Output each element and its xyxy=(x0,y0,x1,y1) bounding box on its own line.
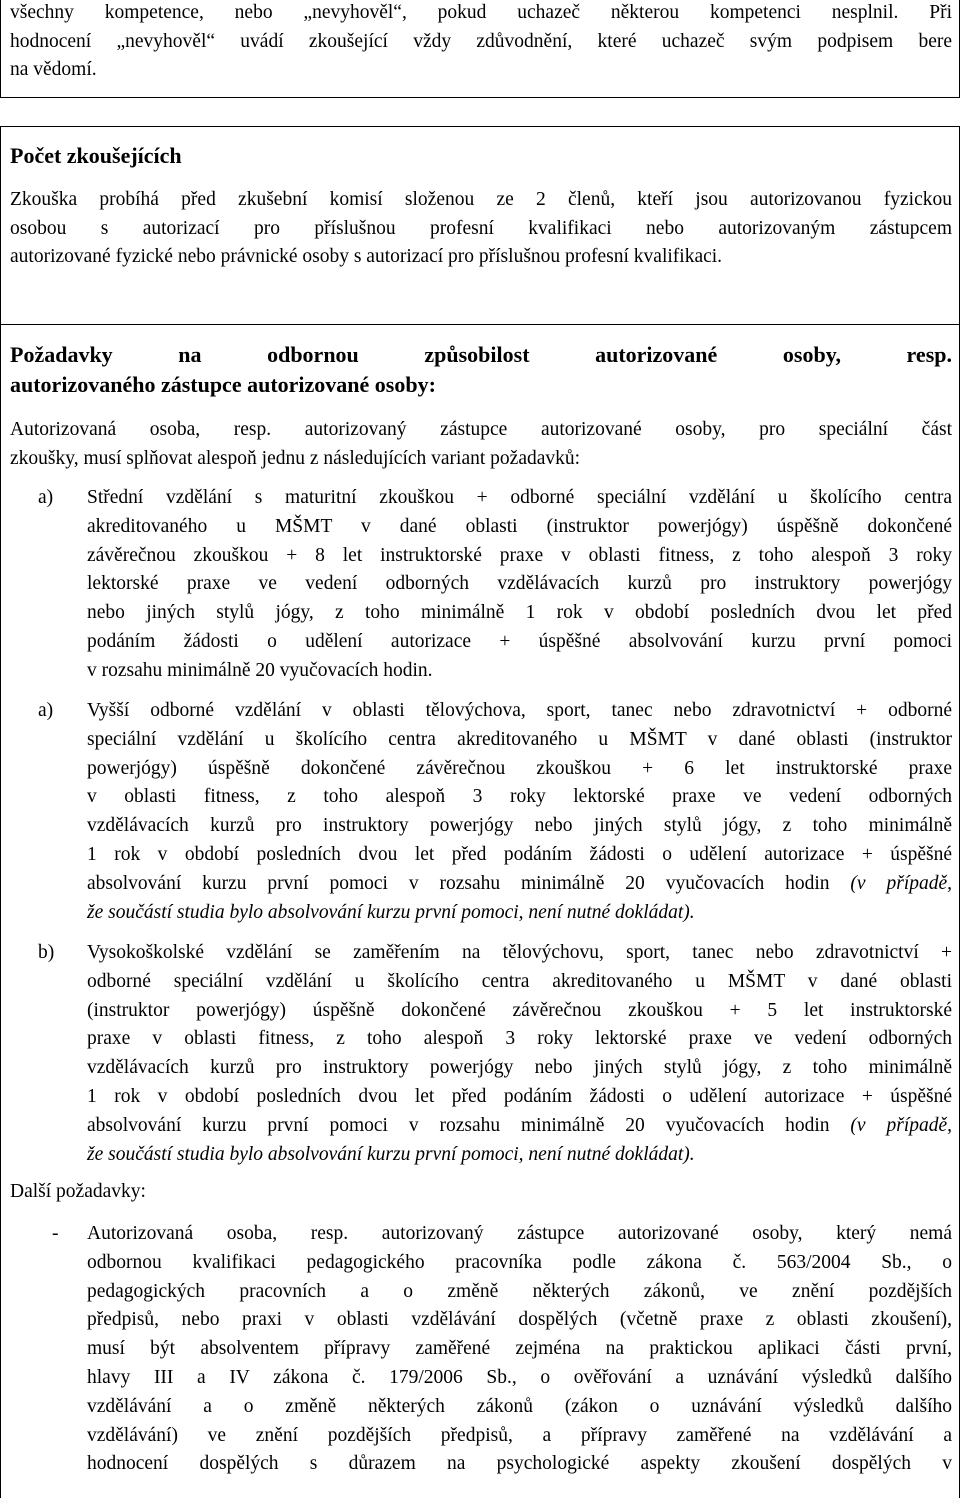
item-italic-line: že součástí studia bylo absolvování kurzu první pomoci, není nutné dokládat). xyxy=(87,1143,695,1165)
item-line: Autorizovaná osoba, resp. autorizovaný zástupce autorizované osoby, který nemá xyxy=(87,1223,952,1244)
paragraph-line: zkoušky, musí splňovat alespoň jednu z následujících variant požadavků: xyxy=(10,447,581,469)
item-text: absolvování kurzu první pomoci v rozsahu minimálně 20 vyučovacích hodin xyxy=(87,872,830,894)
item-line: (instruktor powerjógy) úspěšně dokončené závěrečnou zkouškou + 5 let instruktorské xyxy=(87,999,952,1021)
other-requirements-label: Další požadavky: xyxy=(10,1181,146,1202)
item-line: nebo jiných stylů jógy, z toho minimálně 1 rok v období posledních dvou let před xyxy=(87,602,952,624)
item-line: 1 rok v období posledních dvou let před podáním žádosti o udělení autorizace + úspěšné xyxy=(87,843,952,865)
item-line: Střední vzdělání s maturitní zkouškou + odborné speciální vzdělání u školícího centra xyxy=(87,487,952,508)
item-line: Vyšší odborné vzdělání v oblasti tělovýchova, sport, tanec nebo zdravotnictví + odborné xyxy=(87,700,952,721)
bullet-marker: - xyxy=(52,1223,59,1244)
list-item xyxy=(10,484,952,689)
list-item xyxy=(10,697,952,932)
item-italic-note: (v případě, xyxy=(829,872,953,894)
paragraph-line: Autorizovaná osoba, resp. autorizovaný zástupce autorizované osoby, pro speciální část xyxy=(10,419,952,440)
item-text: absolvování kurzu první pomoci v rozsahu minimálně 20 vyučovacích hodin xyxy=(87,1114,830,1136)
item-line: speciální vzdělání u školícího centra akreditovaného u MŠMT v dané oblasti (instruktor xyxy=(87,728,952,750)
item-line: akreditovaného u MŠMT v dané oblasti (instruktor powerjógy) úspěšně dokončené xyxy=(87,515,952,537)
item-italic-note: (v případě, xyxy=(829,1114,953,1136)
heading-line: autorizovaného zástupce autorizované osoby: xyxy=(10,372,436,397)
item-line: musí být absolventem přípravy zaměřené zejména na praktickou aplikaci části první, xyxy=(87,1338,952,1360)
paragraph-line: osobou s autorizací pro příslušnou profesní kvalifikaci nebo autorizovaným zástupcem xyxy=(10,217,952,239)
item-line: vzdělávání) ve znění pozdějších předpisů, a přípravy zaměřené na vzdělávání a xyxy=(87,1424,952,1446)
examiners-paragraph xyxy=(10,186,952,272)
item-line: závěrečnou zkouškou + 8 let instruktorské praxe v oblasti fitness, z toho alespoň 3 roky xyxy=(87,544,952,566)
item-line: vzdělávacích kurzů pro instruktory powerjógy nebo jiných stylů jógy, z toho minimálně xyxy=(87,1057,952,1079)
item-line: pedagogických pracovních a o změně některých zákonů, ve znění pozdějších xyxy=(87,1280,952,1302)
item-line: hodnocení dospělých s důrazem na psychologické aspekty zkoušení dospělých v xyxy=(87,1453,952,1475)
item-line: lektorské praxe ve vedení odborných vzdělávacích kurzů pro instruktory powerjógy xyxy=(87,573,952,595)
item-line: předpisů, nebo praxi v oblasti vzdělávání dospělých (včetně praxe z oblasti zkoušení), xyxy=(87,1309,952,1331)
item-line xyxy=(87,870,952,899)
evaluation-paragraph xyxy=(10,0,952,85)
item-line: vzdělávacích kurzů pro instruktory powerjógy nebo jiných stylů jógy, z toho minimálně xyxy=(87,815,952,837)
qualification-intro xyxy=(10,416,952,473)
paragraph-line: všechny kompetence, nebo „nevyhověl“, pokud uchazeč některou kompetenci nesplnil. Při xyxy=(10,2,952,23)
item-line: v oblasti fitness, z toho alespoň 3 roky lektorské praxe ve vedení odborných xyxy=(87,786,952,808)
item-line: Vysokoškolské vzdělání se zaměřením na tělovýchovu, sport, tanec nebo zdravotnictví + xyxy=(87,942,952,963)
section-heading-examiners: Počet zkoušejících xyxy=(10,143,182,168)
paragraph-line: Zkouška probíhá před zkušební komisí složenou ze 2 členů, kteří jsou autorizovanou fyzickou xyxy=(10,189,952,210)
item-line xyxy=(87,1112,952,1141)
paragraph-line: hodnocení „nevyhověl“ uvádí zkoušející vždy zdůvodnění, které uchazeč svým podpisem bere xyxy=(10,30,952,52)
item-line: hlavy III a IV zákona č. 179/2006 Sb., o ověřování a uznávání výsledků dalšího xyxy=(87,1366,952,1388)
item-line: 1 rok v období posledních dvou let před podáním žádosti o udělení autorizace + úspěšné xyxy=(87,1085,952,1107)
item-line: praxe v oblasti fitness, z toho alespoň 3 roky lektorské praxe ve vedení odborných xyxy=(87,1028,952,1050)
item-line: odbornou kvalifikaci pedagogického pracovníka podle zákona č. 563/2004 Sb., o xyxy=(87,1251,952,1273)
bullet-item xyxy=(10,1220,952,1482)
section-heading-qualification xyxy=(10,340,952,400)
paragraph-line: na vědomí. xyxy=(10,59,97,81)
item-line: odborné speciální vzdělání u školícího centra akreditovaného u MŠMT v dané oblasti xyxy=(87,970,952,992)
item-italic-line: že součástí studia bylo absolvování kurzu první pomoci, není nutné dokládat). xyxy=(87,901,695,923)
item-line: podáním žádosti o udělení autorizace + úspěšné absolvování kurzu první pomoci xyxy=(87,630,952,652)
list-marker: a) xyxy=(38,700,54,721)
list-marker: b) xyxy=(38,942,55,963)
list-marker: a) xyxy=(38,487,54,508)
list-item xyxy=(10,939,952,1174)
paragraph-line: autorizované fyzické nebo právnické osoby s autorizací pro příslušnou profesní kvalifikaci. xyxy=(10,246,723,268)
item-line: powerjógy) úspěšně dokončené závěrečnou zkouškou + 6 let instruktorské praxe xyxy=(87,757,952,779)
heading-line: Požadavky na odbornou způsobilost autorizované osoby, resp. xyxy=(10,342,952,367)
item-line: vzdělávání a o změně některých zákonů (zákon o uznávání výsledků dalšího xyxy=(87,1395,952,1417)
item-line: v rozsahu minimálně 20 vyučovacích hodin. xyxy=(87,659,433,681)
